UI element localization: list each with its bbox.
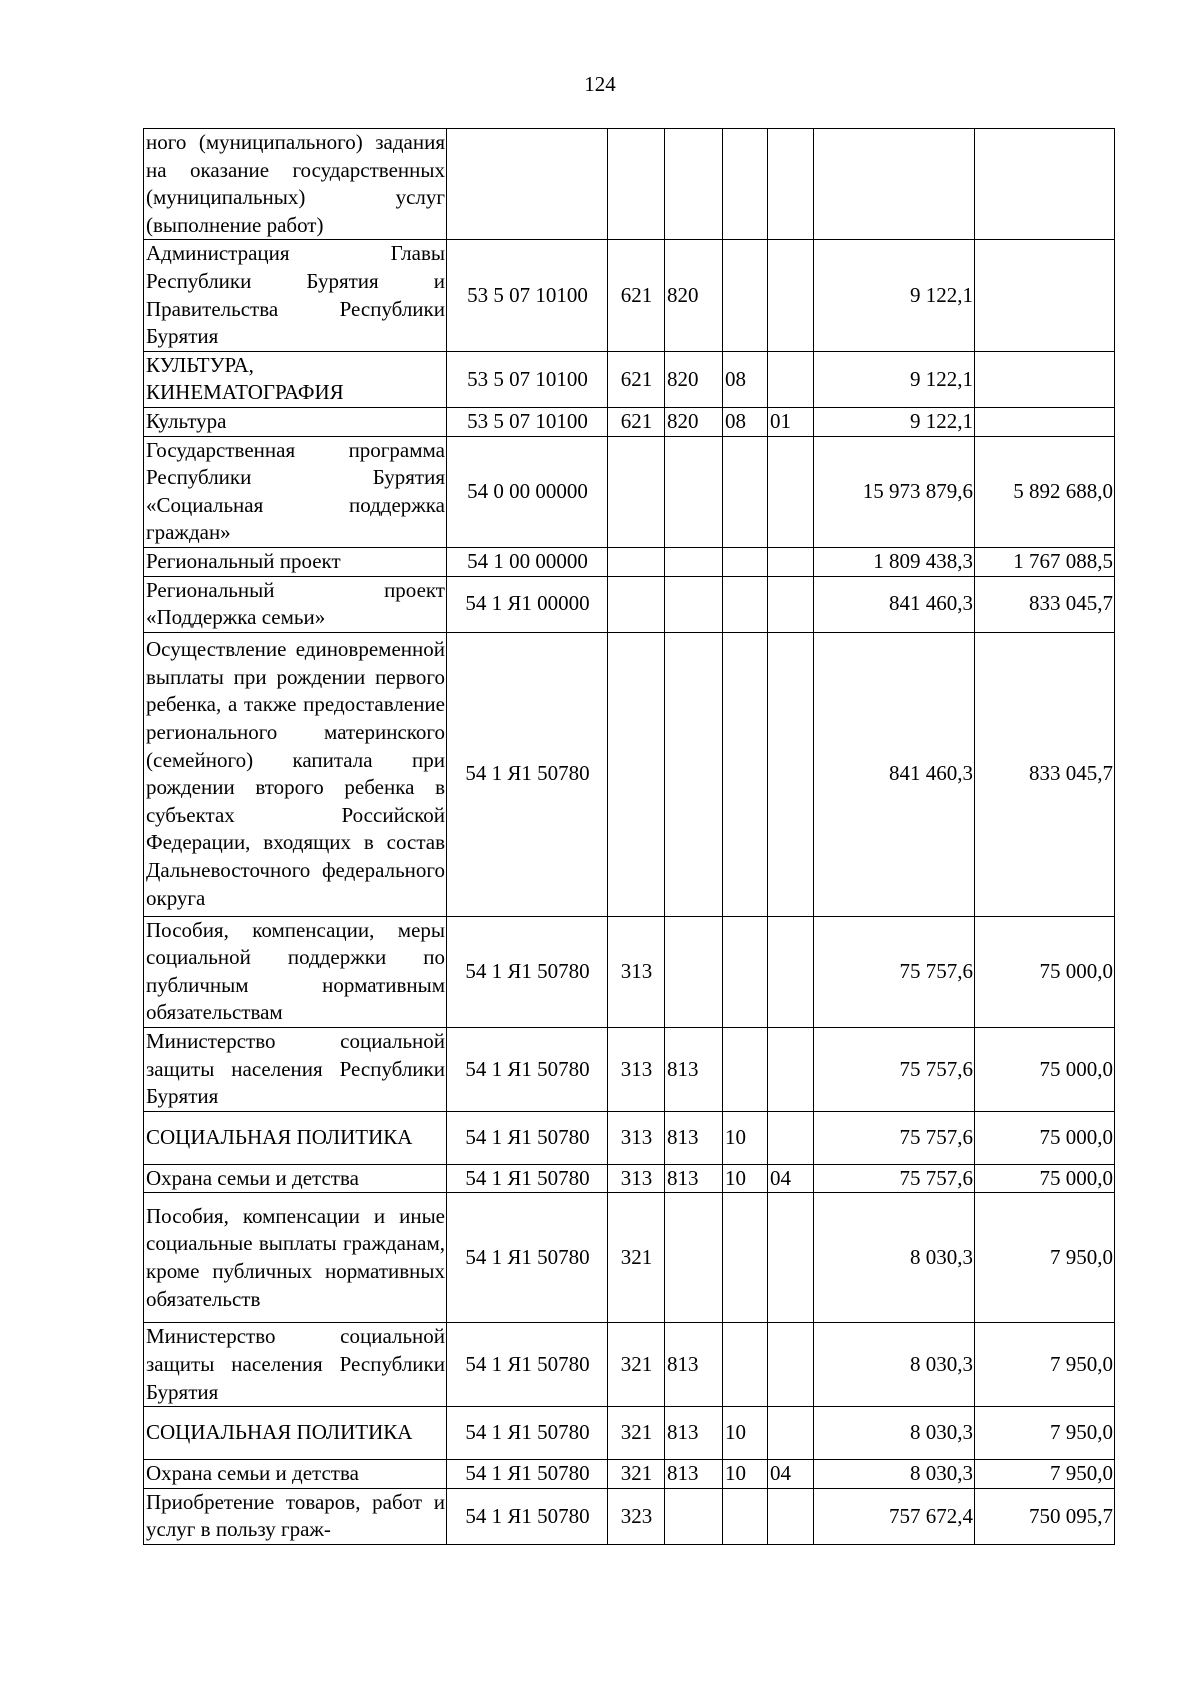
administrator-code-cell [665,436,723,547]
row-name-cell: Пособия, компенсации, меры социальной поддержки по публичным нормативным обязательствам [144,916,447,1027]
amount-year1-cell: 841 460,3 [814,632,975,916]
table-row [144,1488,1115,1544]
target-article-code-cell: 53 5 07 10100 [447,351,608,407]
section-code-cell: 10 [723,1164,768,1193]
expense-type-code-cell [608,576,665,632]
row-name-cell: СОЦИАЛЬНАЯ ПОЛИТИКА [144,1111,447,1164]
table-row [144,916,1115,1027]
subsection-code-cell [768,1488,814,1544]
target-article-code-cell: 54 1 00 00000 [447,547,608,576]
subsection-code-cell [768,240,814,351]
subsection-code-cell [768,351,814,407]
administrator-code-cell: 820 [665,351,723,407]
table-row [144,129,1115,240]
row-name-cell: Администрация Главы Республики Бурятия и Правительства Республики Бурятия [144,240,447,351]
amount-year1-cell [814,129,975,240]
table-row [144,547,1115,576]
table-row [144,1111,1115,1164]
target-article-code-cell: 54 1 Я1 50780 [447,1407,608,1460]
target-article-code-cell: 54 1 Я1 50780 [447,1028,608,1112]
amount-year1-cell: 1 809 438,3 [814,547,975,576]
section-code-cell [723,436,768,547]
administrator-code-cell: 820 [665,240,723,351]
amount-year1-cell: 75 757,6 [814,1164,975,1193]
section-code-cell [723,1193,768,1323]
row-name-cell: Региональный проект «Поддержка семьи» [144,576,447,632]
amount-year2-cell: 5 892 688,0 [975,436,1115,547]
administrator-code-cell: 820 [665,407,723,436]
administrator-code-cell [665,1488,723,1544]
expense-type-code-cell [608,632,665,916]
subsection-code-cell [768,1111,814,1164]
expense-type-code-cell: 321 [608,1323,665,1407]
administrator-code-cell [665,632,723,916]
section-code-cell: 10 [723,1460,768,1489]
expense-type-code-cell: 313 [608,1111,665,1164]
row-name-cell: СОЦИАЛЬНАЯ ПОЛИТИКА [144,1407,447,1460]
expense-type-code-cell: 321 [608,1193,665,1323]
table-row [144,407,1115,436]
amount-year2-cell: 833 045,7 [975,632,1115,916]
target-article-code-cell: 54 1 Я1 50780 [447,916,608,1027]
expense-type-code-cell: 313 [608,1164,665,1193]
amount-year1-cell: 75 757,6 [814,1111,975,1164]
amount-year1-cell: 9 122,1 [814,407,975,436]
subsection-code-cell [768,632,814,916]
section-code-cell [723,1323,768,1407]
expense-type-code-cell: 621 [608,407,665,436]
section-code-cell: 08 [723,407,768,436]
section-code-cell: 10 [723,1111,768,1164]
table-row [144,1028,1115,1112]
subsection-code-cell [768,1193,814,1323]
amount-year1-cell: 841 460,3 [814,576,975,632]
amount-year2-cell: 7 950,0 [975,1193,1115,1323]
row-name-cell: Культура [144,407,447,436]
section-code-cell [723,1488,768,1544]
subsection-code-cell [768,129,814,240]
target-article-code-cell [447,129,608,240]
page-number: 124 [584,72,616,96]
administrator-code-cell: 813 [665,1323,723,1407]
subsection-code-cell [768,576,814,632]
expense-type-code-cell: 323 [608,1488,665,1544]
expense-type-code-cell: 313 [608,1028,665,1112]
expense-type-code-cell: 621 [608,240,665,351]
section-code-cell [723,632,768,916]
target-article-code-cell: 54 1 Я1 50780 [447,1460,608,1489]
expense-type-code-cell: 313 [608,916,665,1027]
subsection-code-cell: 01 [768,407,814,436]
row-name-cell: Охрана семьи и детства [144,1164,447,1193]
amount-year1-cell: 9 122,1 [814,240,975,351]
administrator-code-cell [665,129,723,240]
subsection-code-cell [768,916,814,1027]
section-code-cell: 08 [723,351,768,407]
target-article-code-cell: 54 1 Я1 50780 [447,1193,608,1323]
table-row [144,240,1115,351]
section-code-cell [723,129,768,240]
amount-year1-cell: 8 030,3 [814,1323,975,1407]
section-code-cell [723,547,768,576]
row-name-cell: КУЛЬТУРА, КИНЕМАТОГРАФИЯ [144,351,447,407]
section-code-cell: 10 [723,1407,768,1460]
amount-year1-cell: 8 030,3 [814,1193,975,1323]
target-article-code-cell: 54 1 Я1 50780 [447,1488,608,1544]
row-name-cell: Охрана семьи и детства [144,1460,447,1489]
budget-table [143,128,1115,1545]
subsection-code-cell: 04 [768,1460,814,1489]
amount-year2-cell: 7 950,0 [975,1407,1115,1460]
amount-year1-cell: 8 030,3 [814,1407,975,1460]
amount-year1-cell: 757 672,4 [814,1488,975,1544]
amount-year2-cell: 75 000,0 [975,1111,1115,1164]
amount-year2-cell [975,129,1115,240]
amount-year2-cell: 1 767 088,5 [975,547,1115,576]
table-row [144,576,1115,632]
amount-year2-cell [975,407,1115,436]
administrator-code-cell [665,1193,723,1323]
row-name-cell: Пособия, компенсации и иные социальные выплаты гражданам, кроме публичных нормативных обязательств [144,1193,447,1323]
amount-year2-cell: 7 950,0 [975,1460,1115,1489]
administrator-code-cell: 813 [665,1460,723,1489]
table-row [144,351,1115,407]
row-name-cell: Государственная программа Республики Бурятия «Социальная поддержка граждан» [144,436,447,547]
expense-type-code-cell: 621 [608,351,665,407]
administrator-code-cell [665,576,723,632]
administrator-code-cell: 813 [665,1111,723,1164]
row-name-cell: Осуществление единовременной выплаты при рождении первого ребенка, а также предоставление регионального материнского (семейного) капитала при рождении второго ребенка в субъектах Российской Федерации, входящих в состав Дальневосточного федерального округа [144,632,447,916]
target-article-code-cell: 54 1 Я1 50780 [447,1323,608,1407]
subsection-code-cell [768,1407,814,1460]
row-name-cell: Приобретение товаров, работ и услуг в пользу граж- [144,1488,447,1544]
row-name-cell: ного (муниципального) задания на оказание государственных (муниципальных) услуг (выполнение работ) [144,129,447,240]
section-code-cell [723,240,768,351]
target-article-code-cell: 53 5 07 10100 [447,240,608,351]
amount-year2-cell [975,351,1115,407]
table-row [144,1164,1115,1193]
table-body [144,129,1115,1545]
amount-year2-cell [975,240,1115,351]
expense-type-code-cell [608,129,665,240]
administrator-code-cell: 813 [665,1028,723,1112]
table-row [144,1193,1115,1323]
amount-year1-cell: 15 973 879,6 [814,436,975,547]
section-code-cell [723,916,768,1027]
subsection-code-cell [768,1028,814,1112]
table-row [144,1323,1115,1407]
target-article-code-cell: 53 5 07 10100 [447,407,608,436]
row-name-cell: Министерство социальной защиты населения Республики Бурятия [144,1323,447,1407]
amount-year1-cell: 75 757,6 [814,1028,975,1112]
target-article-code-cell: 54 1 Я1 00000 [447,576,608,632]
amount-year2-cell: 75 000,0 [975,1028,1115,1112]
subsection-code-cell [768,1323,814,1407]
target-article-code-cell: 54 1 Я1 50780 [447,632,608,916]
amount-year2-cell: 75 000,0 [975,916,1115,1027]
row-name-cell: Министерство социальной защиты населения Республики Бурятия [144,1028,447,1112]
amount-year2-cell: 750 095,7 [975,1488,1115,1544]
section-code-cell [723,576,768,632]
expense-type-code-cell: 321 [608,1407,665,1460]
subsection-code-cell [768,436,814,547]
amount-year2-cell: 833 045,7 [975,576,1115,632]
subsection-code-cell: 04 [768,1164,814,1193]
amount-year2-cell: 7 950,0 [975,1323,1115,1407]
table-row [144,1460,1115,1489]
row-name-cell: Региональный проект [144,547,447,576]
amount-year2-cell: 75 000,0 [975,1164,1115,1193]
amount-year1-cell: 9 122,1 [814,351,975,407]
target-article-code-cell: 54 1 Я1 50780 [447,1164,608,1193]
administrator-code-cell [665,916,723,1027]
section-code-cell [723,1028,768,1112]
target-article-code-cell: 54 1 Я1 50780 [447,1111,608,1164]
administrator-code-cell: 813 [665,1164,723,1193]
administrator-code-cell [665,547,723,576]
table-row [144,632,1115,916]
subsection-code-cell [768,547,814,576]
expense-type-code-cell: 321 [608,1460,665,1489]
target-article-code-cell: 54 0 00 00000 [447,436,608,547]
amount-year1-cell: 8 030,3 [814,1460,975,1489]
table-row [144,436,1115,547]
administrator-code-cell: 813 [665,1407,723,1460]
expense-type-code-cell [608,547,665,576]
expense-type-code-cell [608,436,665,547]
table-row [144,1407,1115,1460]
amount-year1-cell: 75 757,6 [814,916,975,1027]
